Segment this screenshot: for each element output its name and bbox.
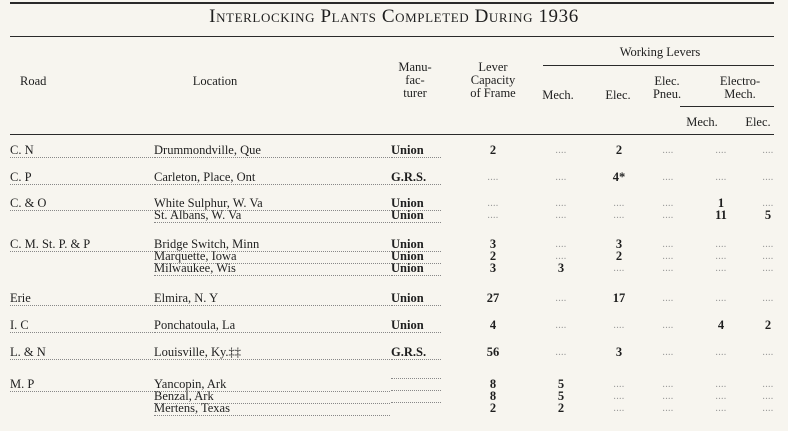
em-mech-cell: .... (715, 263, 727, 274)
elec-cell: .... (613, 379, 625, 390)
em-mech-cell: 4 (717, 318, 725, 332)
cap-cell: 3 (489, 261, 497, 275)
em-elec-cell: .... (762, 198, 774, 209)
location-cell: St. Albans, W. Va (154, 209, 390, 223)
cap-cell: .... (487, 198, 499, 209)
elec-cell: .... (613, 320, 625, 331)
elec-cell: 3 (615, 237, 623, 251)
road-cell: Erie (10, 292, 153, 306)
pneu-cell: .... (662, 210, 674, 221)
pneu-cell: .... (662, 391, 674, 402)
pneu-cell: .... (662, 293, 674, 304)
em-elec-cell: .... (762, 239, 774, 250)
cap-cell: 56 (486, 345, 500, 359)
location-cell: Elmira, N. Y (154, 292, 390, 306)
pneu-cell: .... (662, 263, 674, 274)
em-mech-cell: 1 (717, 196, 725, 210)
header-manufacturer: Manu- fac- turer (398, 60, 432, 100)
road-cell: C. N (10, 144, 153, 158)
elec-cell: .... (613, 403, 625, 414)
header-working-levers: Working Levers (619, 45, 701, 59)
manufacturer-cell (391, 378, 441, 379)
em-mech-cell: .... (715, 347, 727, 358)
pneu-cell: .... (662, 379, 674, 390)
em-elec-cell: .... (762, 391, 774, 402)
em-mech-cell: .... (715, 145, 727, 156)
header-electro-mech: Electro- Mech. (719, 74, 761, 101)
em-elec-cell: .... (762, 403, 774, 414)
elec-cell: 2 (615, 143, 623, 157)
location-cell: Bridge Switch, Minn (154, 238, 390, 252)
em-mech-cell: .... (715, 172, 727, 183)
mech-cell: .... (555, 347, 567, 358)
manufacturer-cell: Union (391, 144, 441, 158)
mech-cell: .... (555, 251, 567, 262)
cap-cell: 3 (489, 237, 497, 251)
location-cell: White Sulphur, W. Va (154, 197, 390, 211)
manufacturer-cell: G.R.S. (391, 346, 441, 360)
manufacturer-cell: Union (391, 238, 441, 252)
cap-cell: 27 (486, 291, 500, 305)
em-mech-cell: .... (715, 251, 727, 262)
header-lever-capacity: Lever Capacity of Frame (470, 60, 516, 100)
manufacturer-cell: Union (391, 262, 441, 276)
header-road: Road (20, 74, 47, 88)
location-cell: Yancopin, Ark (154, 378, 390, 392)
em-mech-cell: .... (715, 239, 727, 250)
em-mech-cell: .... (715, 403, 727, 414)
cap-cell: .... (487, 210, 499, 221)
location-cell: Ponchatoula, La (154, 319, 390, 333)
working-levers-rule (543, 65, 774, 66)
road-cell: M. P (10, 378, 153, 392)
mech-cell: .... (555, 293, 567, 304)
manufacturer-cell: Union (391, 319, 441, 333)
mech-cell: 2 (557, 401, 565, 415)
location-cell: Marquette, Iowa (154, 250, 390, 264)
elec-cell: 2 (615, 249, 623, 263)
pneu-cell: .... (662, 198, 674, 209)
elec-cell: 17 (612, 291, 626, 305)
mech-cell: 5 (557, 377, 565, 391)
elec-cell: 3 (615, 345, 623, 359)
cap-cell: 2 (489, 249, 497, 263)
pneu-cell: .... (662, 251, 674, 262)
table-title: Interlocking Plants Completed During 1936 (209, 6, 579, 27)
em-mech-cell: .... (715, 293, 727, 304)
pneu-cell: .... (662, 172, 674, 183)
elec-cell: .... (613, 210, 625, 221)
header-em-mech: Mech. (686, 115, 718, 129)
location-cell: Carleton, Place, Ont (154, 171, 390, 185)
electro-mech-rule (680, 106, 774, 107)
em-mech-cell: .... (715, 391, 727, 402)
cap-cell: 8 (489, 377, 497, 391)
cap-cell: 8 (489, 389, 497, 403)
header-mech: Mech. (542, 88, 574, 102)
mech-cell: .... (555, 198, 567, 209)
manufacturer-cell: Union (391, 209, 441, 223)
header-elec-pneu: Elec. Pneu. (652, 74, 682, 101)
road-cell: I. C (10, 319, 153, 333)
manufacturer-cell (391, 390, 441, 391)
pneu-cell: .... (662, 320, 674, 331)
road-cell: C. P (10, 171, 153, 185)
road-cell: C. & O (10, 197, 153, 211)
header-bottom-rule (10, 134, 774, 135)
elec-cell: 4* (612, 170, 626, 184)
mech-cell: 3 (557, 261, 565, 275)
pneu-cell: .... (662, 403, 674, 414)
cap-cell: 2 (489, 143, 497, 157)
manufacturer-cell (391, 402, 441, 403)
pneu-cell: .... (662, 239, 674, 250)
em-elec-cell: 5 (764, 208, 772, 222)
em-elec-cell: .... (762, 263, 774, 274)
em-elec-cell: .... (762, 145, 774, 156)
elec-cell: .... (613, 391, 625, 402)
cap-cell: .... (487, 172, 499, 183)
mech-cell: .... (555, 172, 567, 183)
top-rule (10, 2, 774, 4)
mech-cell: 5 (557, 389, 565, 403)
mech-cell: .... (555, 145, 567, 156)
manufacturer-cell: G.R.S. (391, 171, 441, 185)
cap-cell: 2 (489, 401, 497, 415)
em-elec-cell: .... (762, 172, 774, 183)
em-mech-cell: 11 (715, 208, 727, 222)
em-elec-cell: .... (762, 251, 774, 262)
header-em-elec: Elec. (745, 115, 771, 129)
pneu-cell: .... (662, 145, 674, 156)
elec-cell: .... (613, 263, 625, 274)
elec-cell: .... (613, 198, 625, 209)
location-cell: Mertens, Texas (154, 402, 390, 416)
road-cell: L. & N (10, 346, 153, 360)
manufacturer-cell: Union (391, 250, 441, 264)
location-cell: Milwaukee, Wis (154, 262, 390, 276)
header-elec: Elec. (605, 88, 631, 102)
location-cell: Benzal, Ark (154, 390, 390, 404)
em-elec-cell: .... (762, 379, 774, 390)
em-elec-cell: .... (762, 347, 774, 358)
em-mech-cell: .... (715, 379, 727, 390)
location-cell: Drummondville, Que (154, 144, 390, 158)
mech-cell: .... (555, 320, 567, 331)
header-location: Location (192, 74, 238, 88)
em-elec-cell: 2 (764, 318, 772, 332)
manufacturer-cell: Union (391, 197, 441, 211)
location-cell: Louisville, Ky.‡‡ (154, 346, 390, 360)
cap-cell: 4 (489, 318, 497, 332)
mech-cell: .... (555, 239, 567, 250)
manufacturer-cell: Union (391, 292, 441, 306)
road-cell: C. M. St. P. & P (10, 238, 153, 252)
title-rule (10, 36, 774, 37)
pneu-cell: .... (662, 347, 674, 358)
mech-cell: .... (555, 210, 567, 221)
em-elec-cell: .... (762, 293, 774, 304)
